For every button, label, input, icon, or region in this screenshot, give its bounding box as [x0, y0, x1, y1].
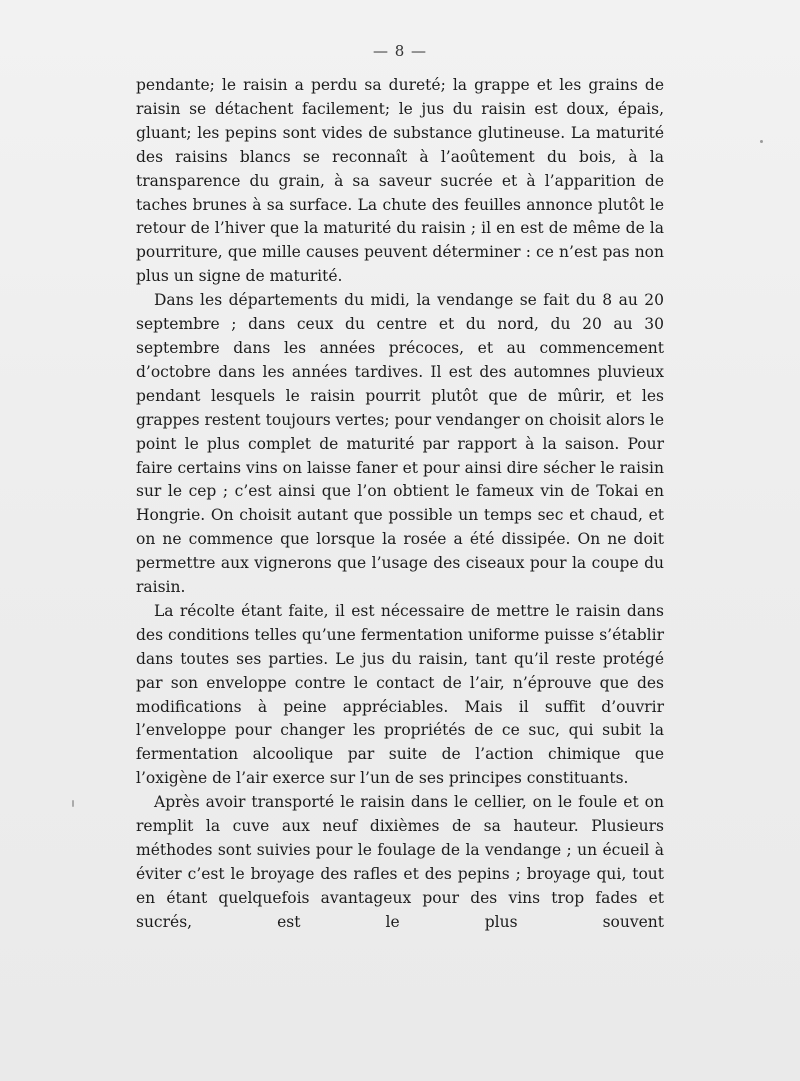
paragraph-foulage: Après avoir transporté le raisin dans le cellier, on le foule et on remplit la cuve aux neuf dixièmes de sa hauteur. Plusieurs méthodes sont suivies pour le foulage de la vendange ; un écueil à éviter c’est le broyage des rafles et des pepins ; broyage qui, tout en étant quelquefois avantageux pour des vins trop fades et sucrés, est le plus souvent — [136, 793, 664, 931]
paragraph-fermentation: La récolte étant faite, il est nécessaire de mettre le raisin dans des conditions telles qu’une fermentation uniforme puisse s’établir dans toutes ses parties. Le jus du raisin, tant qu’il reste protégé par son enveloppe contre le contact de l’air, n’éprouve que des modifications à peine appréciables. Mais il suffit d’ouvrir l’enveloppe pour changer les propriétés de ce suc, qui subit la fermentation alcoolique par suite de l’action chimique que l’oxigène de l’air exerce sur l’un de ses principes constituants. — [136, 601, 664, 788]
paper-mark — [72, 800, 74, 807]
paper-speck — [760, 140, 763, 143]
paragraph-vendange-dates: Dans les départements du midi, la vendange se fait du 8 au 20 septembre ; dans ceux du centre et du nord, du 20 au 30 septembre dans les années précoces, et au commencement d’octobre dans les années tardives. Il est des automnes pluvieux pendant lesquels le raisin pourrit plutôt que de mûrir, et les grappes restent toujours vertes; pour vendanger on choisit alors le point le plus complet de maturité par rapport à la saison. Pour faire certains vins on laisse faner et pour ainsi dire sécher le raisin sur le cep ; c’est ainsi que l’on obtient le fameux vin de Tokai en Hongrie. On choisit autant que possible un temps sec et chaud, et on ne commence que lorsque la rosée a été dissipée. On ne doit permettre aux vignerons que l’usage des ciseaux pour la coupe du raisin. — [136, 291, 664, 597]
page-number: — 8 — — [372, 42, 428, 60]
paragraph-continuation: pendante; le raisin a perdu sa dureté; la grappe et les grains de raisin se détachent facilement; le jus du raisin est doux, épais, gluant; les pepins sont vides de substance glutineuse. La maturité des raisins blancs se reconnaît à l’aoûtement du bois, à la transparence du grain, à sa saveur sucrée et à l’apparition de taches brunes à sa surface. La chute des feuilles annonce plutôt le retour de l’hiver que la maturité du raisin ; il en est de même de la pourriture, que mille causes peuvent déterminer : ce n’est pas non plus un signe de maturité. — [136, 76, 664, 286]
body-text — [136, 74, 664, 935]
